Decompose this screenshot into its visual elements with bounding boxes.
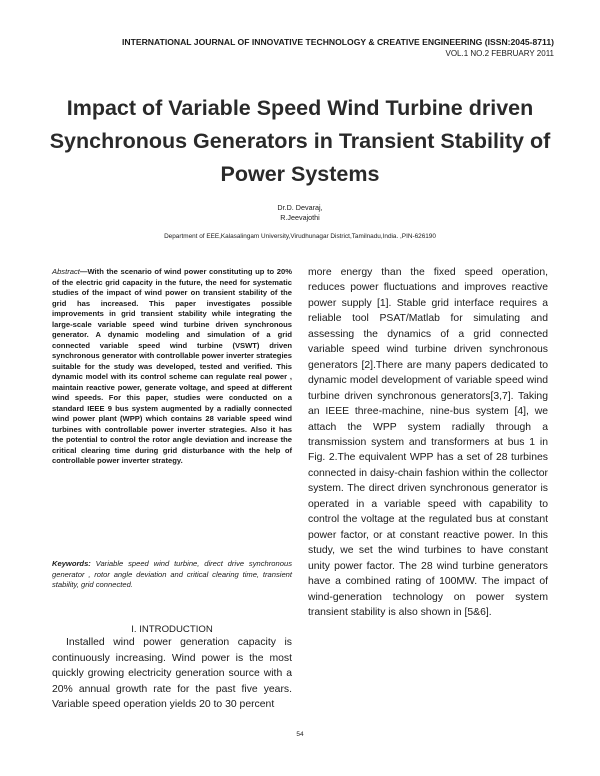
journal-header xyxy=(34,37,554,59)
abstract-label: Abstract xyxy=(52,267,80,276)
journal-title: INTERNATIONAL JOURNAL OF INNOVATIVE TECHNOLOGY & CREATIVE ENGINEERING (ISSN:2045-8711) xyxy=(122,37,554,47)
title-line: Synchronous Generators in Transient Stability of xyxy=(49,129,551,153)
journal-volume: VOL.1 NO.2 FEBRUARY 2011 xyxy=(445,49,554,58)
abstract-block xyxy=(52,267,292,467)
author-list xyxy=(0,203,600,222)
paper-title xyxy=(40,92,560,191)
affiliation: Department of EEE,Kalasalingam University,Virudhunagar District,Tamilnadu,India. ,PIN-626190 xyxy=(164,233,436,240)
author-name: Dr.D. Devaraj, xyxy=(277,203,323,212)
body-paragraph: more energy than the fixed speed operation, reduces power fluctuations and improves reactive power supply [1]. Stable grid interface requires a reliable tool PSAT/Matlab for simulating and assessing the dynamics of a grid connected variable speed wind turbine driven synchronous generators [2].There are many papers dedicated to dynamic model development of variable speed wind turbine driven synchronous generators[3,7]. Taking an IEEE three-machine, nine-bus system [4], we attach the WPP system radially through a transmission system and transformers at bus 1 in Fig. 2.The equivalent WPP has a set of 28 turbines connected in daisy-chain fashion within the collector system. The direct driven synchronous generator is operated in a variable speed with capability to control the voltage at the regulated bus at constant power factor, or at constant reactive power. In this study, we set the wind turbines to have constant unity power factor. The 28 wind turbine generators have a combined rating of 100MW. The impact of wind-generation technology on power system transient stability is also shown in [5&6]. xyxy=(308,267,548,618)
abstract-text: —With the scenario of wind power constituting up to 20% of the electric grid capacity in the future, the need for systematic studies of the impact of wind power on transient stability of the grid has increased. This paper investigates possible improvements in grid transient stability while integrating the large-scale variable speed wind turbine driven synchronous generator. A dynamic modeling and simulation of a grid connected variable speed wind turbine (VSWT) driven synchronous generator with controllable power inverter strategies suitable for the study was developed, tested and verified. This dynamic model with its control scheme can regulate real power , maintain reactive power, generate voltage, and speed at different wind speeds. For this paper, studies were conducted on a standard IEEE 9 bus system augmented by a radially connected wind power plant (WPP) which contains 28 variable speed wind turbines with controllable power inverter strategies. Also it has the potential to control the rotor angle deviation and increase the critical clearing time during grid disturbance with the help of controllable power inverter strategy. xyxy=(52,267,292,465)
right-column-body xyxy=(308,265,548,620)
page-number: 54 xyxy=(296,731,304,738)
introduction-body xyxy=(52,635,292,713)
section-heading-introduction: I. INTRODUCTION xyxy=(131,624,213,635)
keywords-text: Variable speed wind turbine, direct drive synchronous generator , rotor angle deviation and critical clearing time, transient stability, grid connected. xyxy=(52,559,292,589)
keywords-block xyxy=(52,559,292,591)
author-name: R.Jeevajothi xyxy=(280,212,320,222)
title-line: Power Systems xyxy=(220,162,380,186)
keywords-label: Keywords: xyxy=(52,559,91,568)
introduction-paragraph: Installed wind power generation capacity is continuously increasing. Wind power is the most quickly growing electricity generation source with a 20% annual growth rate for the past five years. Variable speed operation yields 20 to 30 percent xyxy=(52,637,292,710)
abstract-paragraph xyxy=(52,267,292,467)
title-line: Impact of Variable Speed Wind Turbine driven xyxy=(66,96,534,120)
